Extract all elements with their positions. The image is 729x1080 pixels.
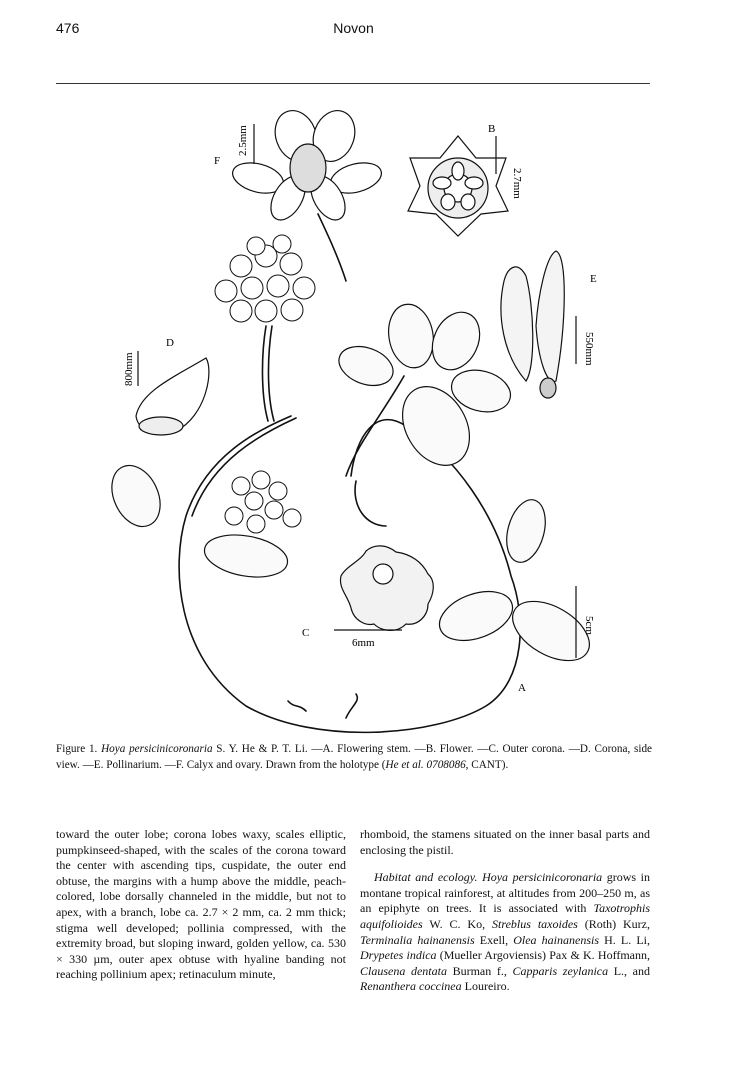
habitat-text-7: Burman f.,: [446, 963, 513, 978]
caption-collector: He et al. 0708086: [385, 758, 466, 771]
habitat-text-9: Loureiro.: [461, 979, 510, 994]
scale-label-b: 2.7mm: [511, 168, 523, 199]
habitat-text-5: H. L. Li,: [599, 932, 650, 947]
assoc-species-4: Olea hainanensis: [513, 932, 600, 947]
panel-label-a: A: [518, 682, 526, 694]
figure-caption: [56, 742, 652, 773]
panel-label-b: B: [488, 123, 496, 135]
habitat-heading: Habitat and ecology.: [374, 870, 478, 885]
pollinarium-drawing: [501, 251, 564, 398]
running-header: [56, 20, 651, 40]
panel-label-f: F: [214, 155, 221, 167]
header-rule: [56, 83, 650, 84]
assoc-species-3: Terminalia hainanensis: [360, 932, 475, 947]
habitat-paragraph: [360, 870, 650, 995]
inflorescence-drawing: [215, 235, 315, 322]
corona-side-drawing: [136, 358, 209, 435]
page-number: 476: [56, 20, 80, 36]
flower-drawing: [408, 136, 508, 236]
habitat-text-8: L., and: [608, 963, 651, 978]
panel-label-e: E: [590, 273, 597, 285]
calyx-ovary-drawing: [229, 105, 384, 226]
assoc-species-2: Streblus taxoides: [492, 916, 578, 931]
caption-text-1: S. Y. He & P. T. Li. —A. Flowering stem. —B. Flower. —C. Outer corona. —D. Corona, side view. —E. Pollinarium. —F. Calyx and ovary. Drawn from the holotype (: [56, 743, 653, 771]
panel-label-d: D: [166, 337, 174, 349]
scale-label-e: 550mm: [583, 332, 595, 366]
caption-label: Figure 1.: [56, 743, 98, 755]
habitat-species: Hoya persicinicoronaria: [482, 870, 603, 885]
journal-title: Novon: [333, 20, 374, 36]
right-column: [360, 827, 650, 995]
caption-text-2: , CANT).: [465, 758, 509, 771]
illustration: [56, 96, 651, 736]
habitat-text-2: W. C. Ko,: [422, 916, 493, 931]
scale-label-d: 800mm: [123, 352, 135, 386]
left-column-text: toward the outer lobe; corona lobes waxy, scales elliptic, pumpkinseed-shaped, with the scales of the corona toward the center with ascending tips, cuspidate, the outer end obtuse, the margins with a hump above the middle, peach-colored, lobe dorsally channeled in the middle, but not to apex, with a branch, lobe ca. 2.7 × 2 mm, ca. 2 mm thick; stigma well developed; pollinia compressed, with the extremity broad, but sloping inward, golden yellow, ca. 530 × 330 µm, outer apex obtuse with hyaline banding not reaching pollinium apex; retinaculum minute,: [56, 827, 346, 982]
scale-label-c: 6mm: [352, 637, 375, 649]
habitat-text-6: (Mueller Argoviensis) Pax & K. Hoffmann,: [436, 948, 651, 963]
habitat-text-4: Exell,: [474, 932, 514, 947]
scale-label-a: 5cm: [583, 616, 595, 635]
botanical-figure: [56, 96, 651, 736]
panel-label-c: C: [302, 627, 310, 639]
habitat-text-3: (Roth) Kurz,: [577, 916, 650, 931]
left-column: [56, 827, 346, 983]
assoc-species-6: Clausena dentata: [360, 963, 447, 978]
outer-corona-drawing: [340, 546, 433, 631]
assoc-species-5: Drypetes indica: [360, 948, 437, 963]
right-paragraph-1: rhomboid, the stamens situated on the inner basal parts and enclosing the pistil.: [360, 827, 650, 857]
assoc-species-7: Capparis zeylanica: [512, 963, 609, 978]
caption-species: Hoya persicinicoronaria: [101, 743, 213, 755]
scale-label-f: 2.5mm: [237, 125, 249, 156]
lower-inflorescence-drawing: [225, 471, 301, 533]
habitat-text-1: grows in montane tropical rainforest, at altitudes from 200–250 m, as an epiphyte on trees. It is associated with: [360, 870, 651, 916]
assoc-species-8: Renanthera coccinea: [360, 979, 462, 994]
assoc-species-1: Taxotrophis aquifolioides: [360, 901, 650, 931]
